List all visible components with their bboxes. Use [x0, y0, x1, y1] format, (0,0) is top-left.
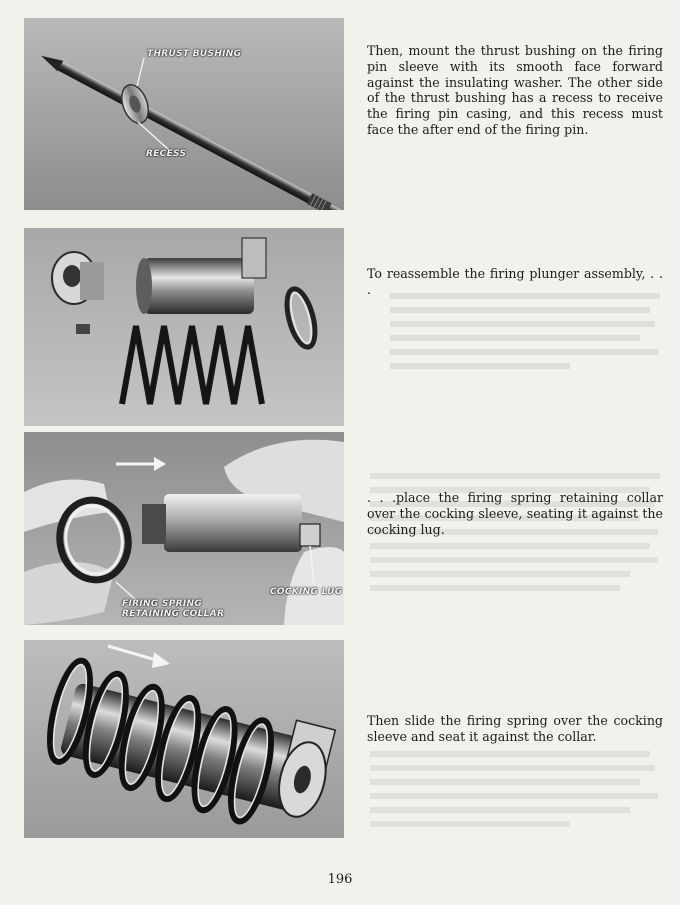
spring-sleeve-illustration: [24, 640, 344, 838]
photo-firing-plunger-parts: [24, 228, 344, 426]
label-collar-line2: RETAINING COLLAR: [122, 609, 225, 619]
page-number: 196: [327, 872, 353, 887]
label-thrust-bushing: THRUST BUSHING: [147, 49, 242, 59]
photo-firing-pin-thrust-bushing: [24, 18, 344, 210]
label-recess: RECESS: [146, 149, 187, 159]
caption-1: Then, mount the thrust bushing on the firing pin sleeve with its smooth face forward against the insulating washer. The other side of the thrust bushing has a recess to receive the firing pin casing, and this recess must face the after end of the firing pin.: [367, 43, 663, 137]
photo-spring-on-sleeve: [24, 640, 344, 838]
label-cocking-lug: COCKING LUG: [270, 587, 343, 597]
bleed-lines-3: [370, 748, 670, 848]
label-firing-spring-retaining-collar: [122, 599, 224, 619]
caption-2: To reassemble the firing plunger assembly, . . .: [367, 266, 663, 297]
caption-4: Then slide the firing spring over the cocking sleeve and seat it against the collar.: [367, 713, 663, 744]
firing-pin-illustration: [24, 18, 344, 210]
bleed-through-texture-3: [370, 748, 670, 848]
plunger-parts-illustration: [24, 228, 344, 426]
bleed-lines: [370, 290, 670, 380]
label-collar-line1: FIRING SPRING: [122, 599, 203, 609]
bleed-through-texture: [370, 290, 670, 380]
photo-collar-placement: [24, 432, 344, 625]
caption-3: . . .place the firing spring retaining collar over the cocking sleeve, seating it against the cocking lug.: [367, 490, 663, 537]
